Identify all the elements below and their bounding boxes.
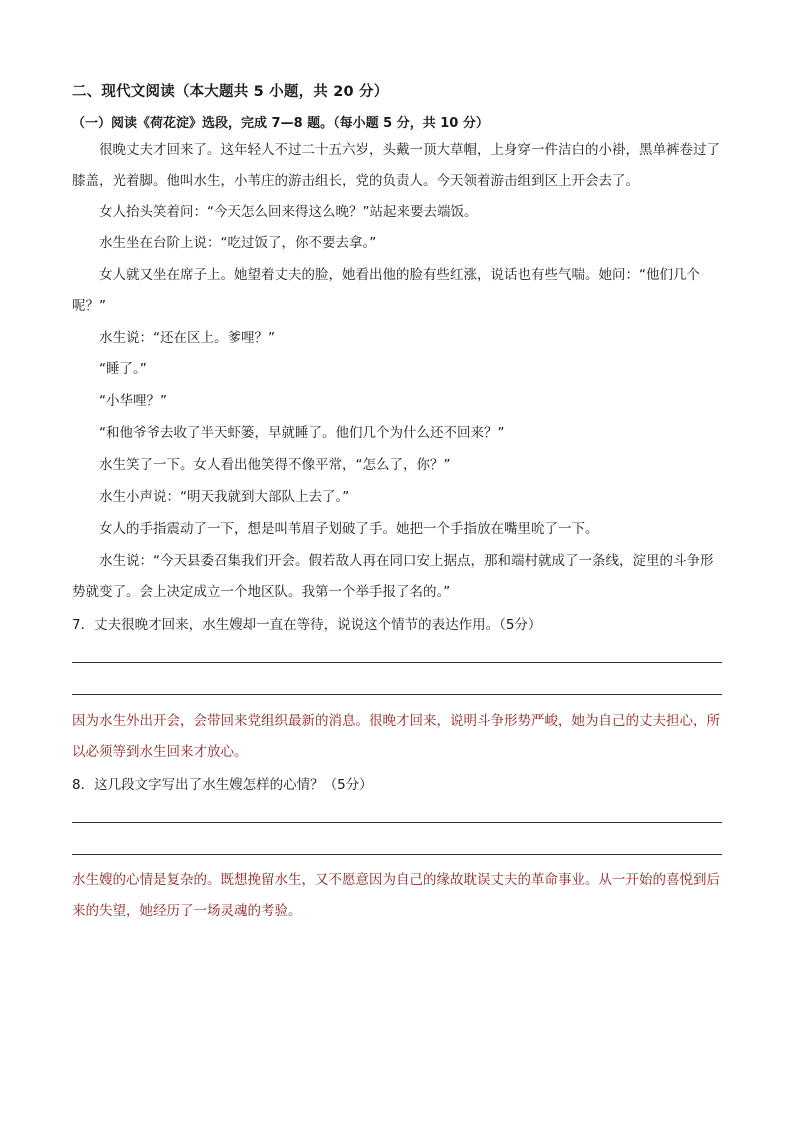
passage-paragraph: 很晚丈夫才回来了。这年轻人不过二十五六岁，头戴一顶大草帽，上身穿一件洁白的小褂，黑单裤卷过了膝盖，光着脚。他叫水生，小苇庄的游击组长，党的负责人。今天领着游击组到区上开会去了。 — [72, 142, 720, 189]
answer-7: 因为水生外出开会，会带回来党组织最新的消息。很晚才回来，说明斗争形势严峻，她为自己的丈夫担心，所以必须等到水生回来才放心。 — [72, 713, 720, 760]
passage-paragraph: “睡了。” — [99, 361, 147, 377]
passage-paragraph: 女人的手指震动了一下，想是叫苇眉子划破了手。她把一个手指放在嘴里吮了一下。 — [99, 521, 599, 537]
passage-paragraph: “和他爷爷去收了半天虾篓，早就睡了。他们几个为什么还不回来？” — [99, 425, 505, 441]
answer-line — [72, 694, 722, 695]
passage-paragraph: 水生小声说：“明天我就到大部队上去了。” — [99, 489, 350, 505]
answer-line — [72, 822, 722, 823]
answer-line — [72, 854, 722, 855]
passage-paragraph: 水生说：“还在区上。爹哩？” — [99, 330, 275, 346]
passage-paragraph: 女人抬头笑着问：“今天怎么回来得这么晚？”站起来要去端饭。 — [99, 204, 478, 220]
section-title: 二、现代文阅读（本大题共 5 小题，共 20 分） — [72, 84, 389, 100]
answer-line — [72, 662, 722, 663]
passage-paragraph: 水生坐在台阶上说：“吃过饭了，你不要去拿。” — [99, 235, 377, 251]
passage-paragraph: 水生说：“今天县委召集我们开会。假若敌人再在同口安上据点，那和端村就成了一条线，淀里的斗争形势就变了。会上决定成立一个地区队。我第一个举手报了名的。” — [72, 553, 714, 600]
passage-paragraph: “小华哩？” — [99, 393, 167, 409]
question-8: 8．这几段文字写出了水生嫂怎样的心情？（5分） — [72, 777, 373, 793]
reading-instructions: （一）阅读《荷花淀》选段，完成 7—8 题。（每小题 5 分，共 10 分） — [72, 116, 489, 131]
passage-paragraph: 水生笑了一下。女人看出他笑得不像平常，“怎么了，你？” — [99, 457, 451, 473]
question-7: 7．丈夫很晚才回来，水生嫂却一直在等待，说说这个情节的表达作用。（5分） — [72, 617, 542, 633]
answer-8: 水生嫂的心情是复杂的。既想挽留水生，又不愿意因为自己的缘故耽误丈夫的革命事业。从一开始的喜悦到后来的失望，她经历了一场灵魂的考验。 — [72, 872, 720, 919]
passage-paragraph: 女人就又坐在席子上。她望着丈夫的脸，她看出他的脸有些红涨，说话也有些气喘。她问：“他们几个呢？” — [72, 267, 700, 314]
